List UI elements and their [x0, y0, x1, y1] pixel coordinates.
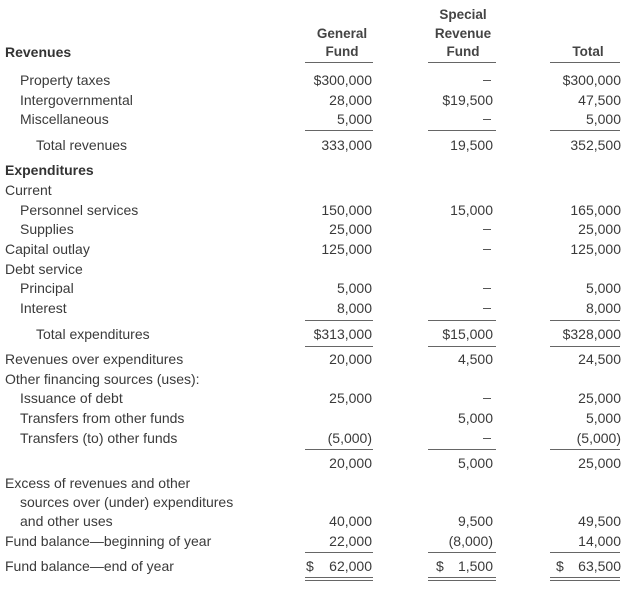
row-label: Supplies	[20, 221, 74, 237]
subtotal-rule	[550, 130, 620, 131]
final-double-rule	[305, 577, 373, 578]
cell-special: $15,000	[442, 326, 493, 342]
cell-general: 20,000	[329, 351, 372, 367]
cell-general: 20,000	[329, 455, 372, 471]
row-label: Fund balance—end of year	[5, 558, 174, 574]
cell-total: 5,000	[585, 111, 621, 127]
row-label: and other uses	[20, 513, 113, 529]
row-label: Personnel services	[20, 202, 139, 218]
row-label: Debt service	[5, 261, 83, 277]
cell-total: 165,000	[570, 202, 621, 218]
cell-total: 47,500	[578, 92, 621, 108]
row-label: Intergovernmental	[20, 92, 133, 108]
subtotal-rule	[305, 449, 373, 450]
row-label: Property taxes	[20, 72, 111, 88]
cell-total: 5,000	[585, 410, 621, 426]
row-label: Capital outlay	[5, 241, 90, 257]
cell-special: 5,000	[457, 455, 493, 471]
row-label: Revenues over expenditures	[5, 351, 184, 367]
cell-special: 4,500	[457, 351, 493, 367]
currency-symbol: $	[436, 558, 444, 574]
expenditures-heading: Expenditures	[5, 162, 94, 178]
cell-general: (5,000)	[327, 430, 372, 446]
cell-general: 5,000	[336, 111, 372, 127]
row-label: Current	[5, 182, 52, 198]
cell-special: 19,500	[450, 137, 493, 153]
row-label: Interest	[20, 300, 67, 316]
cell-total: 24,500	[578, 351, 621, 367]
subtotal-rule	[428, 320, 496, 321]
subtotal-rule	[550, 320, 620, 321]
subtotal-rule	[305, 130, 373, 131]
dash-mark	[483, 119, 491, 120]
cell-special: (8,000)	[448, 533, 493, 549]
header-special-line2: Revenue	[434, 26, 492, 41]
final-double-rule	[550, 577, 620, 578]
row-label: Principal	[20, 280, 74, 296]
row-label: Miscellaneous	[20, 111, 109, 127]
cell-total: 125,000	[570, 241, 621, 257]
header-rule-special	[428, 62, 496, 63]
subtotal-rule	[550, 449, 620, 450]
cell-total: 352,500	[570, 137, 621, 153]
dash-mark	[483, 229, 491, 230]
cell-general: 5,000	[336, 280, 372, 296]
cell-general: 40,000	[329, 513, 372, 529]
subtotal-rule	[305, 346, 373, 347]
header-rule-general	[305, 62, 373, 63]
row-label: sources over (under) expenditures	[20, 494, 234, 510]
header-general-line1: General	[316, 26, 368, 41]
cell-general: 150,000	[321, 202, 372, 218]
revenues-heading: Revenues	[5, 44, 72, 60]
cell-special: 9,500	[457, 513, 493, 529]
row-label: Total revenues	[36, 137, 128, 153]
subtotal-rule	[305, 320, 373, 321]
currency-symbol: $	[306, 558, 314, 574]
dash-mark	[483, 398, 491, 399]
cell-total: 25,000	[578, 221, 621, 237]
subtotal-rule	[428, 449, 496, 450]
final-double-rule	[550, 580, 620, 581]
currency-symbol: $	[556, 558, 564, 574]
subtotal-rule	[305, 552, 373, 553]
cell-total: $300,000	[562, 72, 621, 88]
cell-general: 8,000	[336, 300, 372, 316]
row-label: Transfers (to) other funds	[20, 430, 178, 446]
row-label: Other financing sources (uses):	[5, 371, 200, 387]
dash-mark	[483, 288, 491, 289]
dash-mark	[483, 308, 491, 309]
cell-special: 15,000	[450, 202, 493, 218]
final-double-rule	[428, 577, 496, 578]
cell-general: $300,000	[313, 72, 372, 88]
cell-special: $19,500	[442, 92, 493, 108]
row-label: Issuance of debt	[20, 390, 123, 406]
subtotal-rule	[428, 346, 496, 347]
dash-mark	[483, 249, 491, 250]
row-label: Excess of revenues and other	[5, 475, 191, 491]
subtotal-rule	[428, 130, 496, 131]
cell-general: 25,000	[329, 221, 372, 237]
subtotal-rule	[550, 346, 620, 347]
cell-total: 14,000	[578, 533, 621, 549]
cell-general: $313,000	[313, 326, 372, 342]
dash-mark	[483, 438, 491, 439]
cell-general: 125,000	[321, 241, 372, 257]
dash-mark	[483, 80, 491, 81]
header-total: Total	[572, 44, 604, 59]
cell-special: 1,500	[457, 558, 493, 574]
cell-general: 333,000	[321, 137, 372, 153]
row-label: Total expenditures	[36, 326, 150, 342]
cell-general: 25,000	[329, 390, 372, 406]
final-double-rule	[428, 580, 496, 581]
cell-total: 25,000	[578, 390, 621, 406]
cell-total: 25,000	[578, 455, 621, 471]
cell-total: 5,000	[585, 280, 621, 296]
cell-total: 49,500	[578, 513, 621, 529]
cell-general: 62,000	[329, 558, 372, 574]
subtotal-rule	[550, 552, 620, 553]
header-general-line2: Fund	[325, 44, 359, 59]
cell-general: 28,000	[329, 92, 372, 108]
row-label: Fund balance—beginning of year	[5, 533, 212, 549]
cell-total: (5,000)	[576, 430, 621, 446]
header-special-line1: Special	[439, 7, 487, 22]
cell-total: 63,500	[578, 558, 621, 574]
cell-general: 22,000	[329, 533, 372, 549]
cell-total: $328,000	[562, 326, 621, 342]
header-rule-total	[550, 62, 620, 63]
subtotal-rule	[428, 552, 496, 553]
cell-special: 5,000	[457, 410, 493, 426]
row-label: Transfers from other funds	[20, 410, 185, 426]
cell-total: 8,000	[585, 300, 621, 316]
final-double-rule	[305, 580, 373, 581]
header-special-line3: Fund	[446, 44, 480, 59]
